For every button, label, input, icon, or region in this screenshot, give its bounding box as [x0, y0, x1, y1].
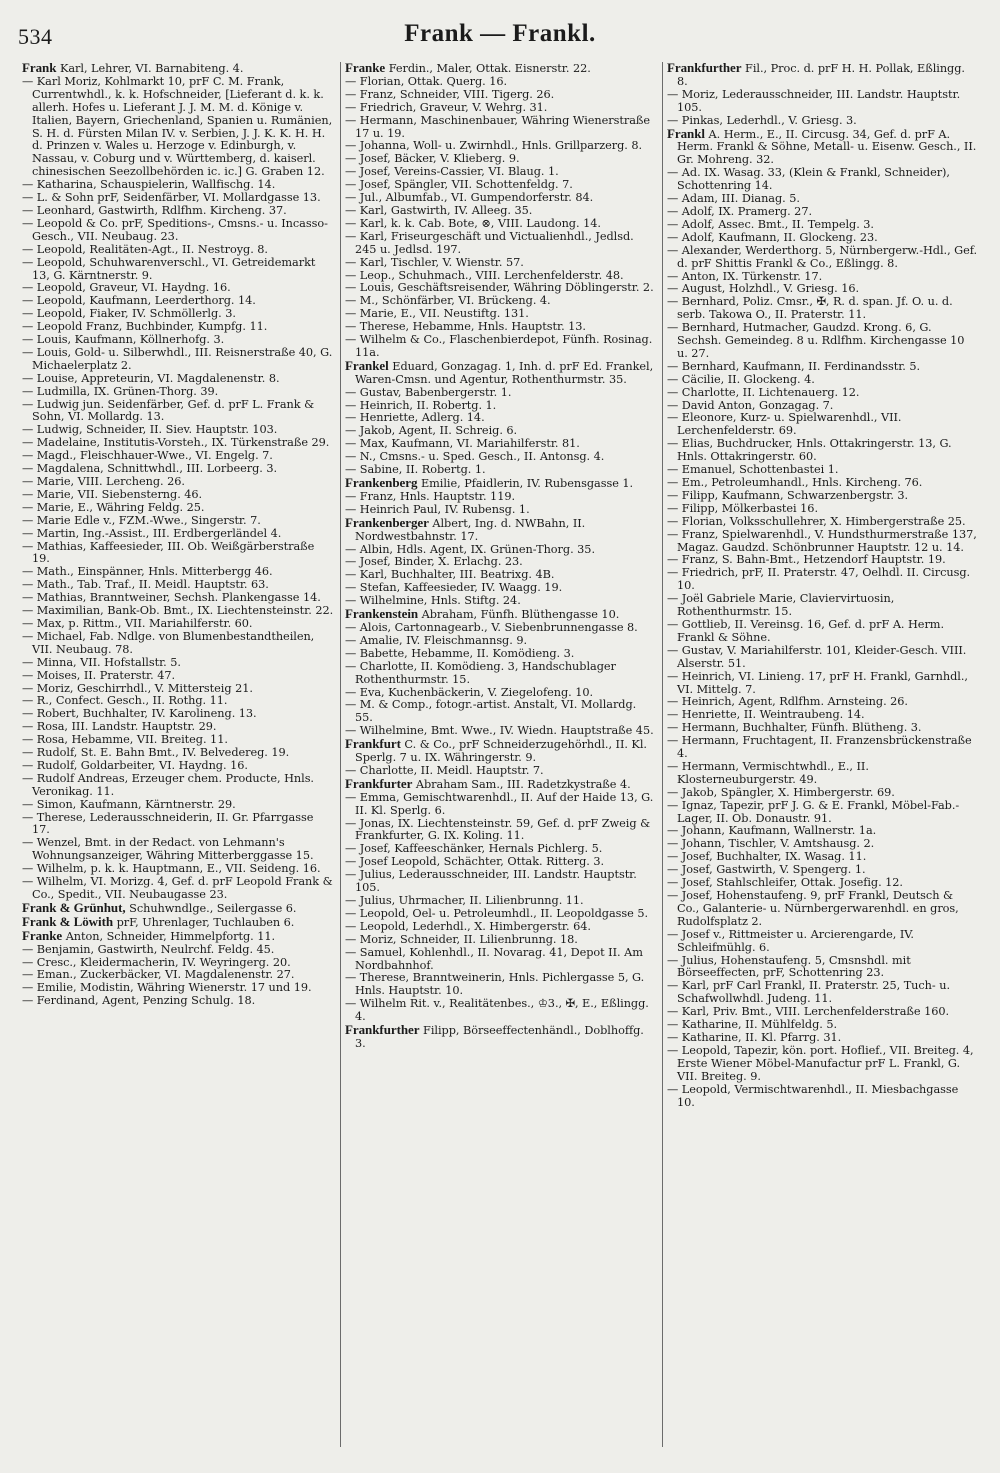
directory-entry: [667, 245, 978, 271]
entry-text: — Jakob, Agent, II. Schreig. 6.: [345, 424, 518, 438]
entry-text: — Leopold, Graveur, VI. Haydng. 16.: [22, 281, 231, 295]
entry-text: — Anton, IX. Türkenstr. 17.: [667, 269, 823, 283]
directory-entry: [22, 541, 334, 567]
entry-headword: Frankfurter: [345, 775, 413, 791]
entry-text: — Henriette, Adlerg. 14.: [345, 411, 485, 425]
directory-entry: [22, 218, 334, 244]
entry-text: — Hermann, Vermischtwhdl., E., II. Klosterneuburgerstr. 49.: [667, 759, 869, 786]
directory-columns: [18, 62, 990, 1447]
entry-text: — Josef v., Rittmeister u. Arcierengarde, IV. Schleifmühlg. 6.: [667, 927, 914, 954]
entry-text: — Bernhard, Hutmacher, Gaudzd. Krong. 6, G. Sechsh. Gemeindeg. 8 u. Rdlfhm. Kirchengasse 10 u. 27.: [667, 321, 965, 360]
directory-entry: [667, 125, 978, 168]
entry-text: — Jakob, Spängler, X. Himbergerstr. 69.: [667, 785, 895, 799]
entry-text: — Florian, Ottak. Querg. 16.: [345, 74, 508, 88]
entry-text: — Wilhelm, VI. Morizg. 4, Gef. d. prF Leopold Frank & Co., Spedit., VII. Neubaugasse 23.: [22, 875, 333, 901]
directory-entry: [345, 775, 656, 792]
entry-text: — Hermann, Fruchtagent, II. Franzensbrückenstraße 4.: [667, 734, 972, 761]
entry-text: — Albin, Hdls. Agent, IX. Grünen-Thorg. 35.: [345, 542, 595, 556]
entry-text: — Josef, Spängler, VII. Schottenfeldg. 7.: [345, 178, 573, 192]
directory-entry: [667, 529, 978, 555]
directory-entry: [345, 1024, 656, 1051]
directory-entry: [667, 62, 978, 89]
directory-entry: [667, 115, 978, 128]
entry-text: — Marie, E., Währing Feldg. 25.: [22, 500, 205, 514]
directory-entry: [22, 876, 334, 902]
directory-entry: [345, 514, 656, 544]
entry-text: — Karl, Tischler, V. Wienstr. 57.: [345, 255, 524, 269]
directory-entry: [22, 257, 334, 283]
entry-text: — August, Holzhdl., V. Griesg. 16.: [667, 282, 860, 296]
entry-text: Anton, Schneider, Himmelpfortg. 11.: [62, 929, 276, 943]
entry-text: — Adolf, Assec. Bmt., II. Tempelg. 3.: [667, 217, 874, 231]
entry-text: — Josef Leopold, Schächter, Ottak. Ritterg. 3.: [345, 855, 605, 869]
entry-text: — Louise, Appreteurin, VI. Magdalenenstr. 8.: [22, 371, 280, 385]
entry-text: — Marie, VII. Siebensterng. 46.: [22, 487, 203, 501]
directory-entry: [667, 645, 978, 671]
entry-text: — Michael, Fab. Ndlge. von Blumenbestandtheilen, VII. Neubaug. 78.: [22, 629, 315, 656]
entry-text: — Hermann, Maschinenbauer, Währing Wienerstraße 17 u. 19.: [345, 113, 651, 140]
directory-entry: [667, 735, 978, 761]
entry-text: — N., Cmsns.- u. Sped. Gesch., II. Antonsg. 4.: [345, 450, 605, 464]
entry-text: — Leopold, Oel- u. Petroleumhdl., II. Leopoldgasse 5.: [345, 906, 649, 920]
entry-text: — Ludwig jun. Seidenfärber, Gef. d. prF L. Frank & Sohn, VI. Mollardg. 13.: [22, 397, 315, 424]
directory-entry: [667, 567, 978, 593]
entry-text: — Friedrich, Graveur, V. Wehrg. 31.: [345, 100, 548, 114]
entry-text: — Rosa, Hebamme, VII. Breiteg. 11.: [22, 733, 228, 747]
entry-text: — Katharine, II. Kl. Pfarrg. 31.: [667, 1030, 842, 1044]
directory-entry: [345, 818, 656, 844]
entry-text: — Ludwig, Schneider, II. Siev. Hauptstr. 103.: [22, 423, 278, 437]
entry-headword: Franke: [22, 927, 63, 943]
entry-text: — Johanna, Woll- u. Zwirnhdl., Hnls. Grillparzerg. 8.: [345, 139, 643, 153]
directory-entry: [345, 477, 656, 491]
entry-text: C. & Co., prF Schneiderzugehörhdl., II. Kl. Sperlg. 7 u. IX. Währingerstr. 9.: [355, 738, 647, 765]
entry-text: — Charlotte, II. Meidl. Hauptstr. 7.: [345, 763, 544, 777]
entry-text: — Karl, Buchhalter, III. Beatrixg. 4B.: [345, 568, 555, 582]
entry-text: — David Anton, Gonzagag. 7.: [667, 398, 834, 412]
entry-text: — Therese, Branntweinerin, Hnls. Pichlergasse 5, G. Hnls. Hauptstr. 10.: [345, 971, 645, 998]
directory-entry: [345, 792, 656, 818]
entry-text: — Karl, prF Carl Frankl, II. Praterstr. 25, Tuch- u. Schafwollwhdl. Judeng. 11.: [667, 979, 950, 1006]
entry-text: — Leopold & Co. prF, Speditions-, Cmsns.- u. Incasso-Gesch., VII. Neubaug. 23.: [22, 216, 328, 243]
entry-text: — Louis, Kaufmann, Köllnerhofg. 3.: [22, 333, 225, 347]
entry-text: — Leopold, Fiaker, IV. Schmöllerlg. 3.: [22, 307, 236, 321]
entry-text: — Gottlieb, II. Vereinsg. 16, Gef. d. prF A. Herm. Frankl & Söhne.: [667, 617, 944, 644]
entry-text: — Josef, Buchhalter, IX. Wasag. 11.: [667, 850, 867, 864]
entry-headword: Frank & Löwith: [22, 913, 114, 929]
entry-text: — Therese, Hebamme, Hnls. Hauptstr. 13.: [345, 320, 586, 334]
entry-text: — Julius, Lederausschneider, III. Landstr. Hauptstr. 105.: [345, 868, 637, 895]
entry-text: — Josef, Gastwirth, V. Spengerg. 1.: [667, 863, 866, 877]
entry-text: — Alexander, Werderthorg. 5, Nürnbergerw.-Hdl., Gef. d. prF Shittis Frankl & Co., Eßlingg. 8.: [667, 243, 978, 270]
entry-text: — Stefan, Kaffeesieder, IV. Waagg. 19.: [345, 581, 563, 595]
entry-text: — Cresc., Kleidermacherin, IV. Weyringerg. 20.: [22, 955, 291, 969]
entry-text: — Samuel, Kohlenhdl., II. Novarag. 41, Depot II. Am Nordbahnhof.: [345, 945, 643, 972]
entry-text: — Louis, Gold- u. Silberwhdl., III. Reisnerstraße 40, G. Michaelerplatz 2.: [22, 345, 333, 372]
entry-text: — Heinrich, Agent, Rdlfhm. Arnsteing. 26.: [667, 695, 908, 709]
entry-text: — Moriz, Geschirrhdl., V. Mittersteig 21.: [22, 681, 253, 695]
entry-text: — Rudolf, St. E. Bahn Bmt., IV. Belvedereg. 19.: [22, 746, 290, 760]
entry-text: — Karl, Gastwirth, IV. Alleeg. 35.: [345, 203, 533, 217]
entry-text: — Filipp, Mölkerbastei 16.: [667, 501, 818, 515]
entry-text: — Leopold Franz, Buchbinder, Kumpfg. 11.: [22, 320, 268, 334]
entry-text: — Karl, Priv. Bmt., VIII. Lerchenfelderstraße 160.: [667, 1005, 950, 1019]
entry-text: — Wilhelm, p. k. k. Hauptmann, E., VII. Seideng. 16.: [22, 862, 321, 876]
directory-entry: [667, 619, 978, 645]
directory-entry: [22, 812, 334, 838]
directory-entry: [667, 412, 978, 438]
entry-text: — Adolf, Kaufmann, II. Glockeng. 23.: [667, 230, 878, 244]
entry-text: — Magd., Fleischhauer-Wwe., VI. Engelg. 7.: [22, 449, 273, 463]
directory-entry: [22, 76, 334, 179]
entry-text: — Emma, Gemischtwarenhdl., II. Auf der Haide 13, G. II. Kl. Sperlg. 6.: [345, 790, 654, 817]
entry-text: — Katharine, II. Mühlfeldg. 5.: [667, 1018, 838, 1032]
entry-text: — Karl, Friseurgeschäft und Victualienhdl., Jedlsd. 245 u. Jedlsd. 197.: [345, 229, 634, 256]
entry-text: — Josef, Stahlschleifer, Ottak. Josefig. 12.: [667, 876, 903, 890]
entry-text: — Eleonore, Kurz- u. Spielwarenhdl., VII. Lerchenfelderstr. 69.: [667, 411, 902, 438]
entry-text: — Henriette, II. Weintraubeng. 14.: [667, 708, 865, 722]
directory-entry: [667, 671, 978, 697]
directory-entry: [667, 438, 978, 464]
directory-entry: [345, 738, 656, 765]
entry-headword: Frankfurther: [345, 1022, 420, 1038]
entry-text: — Leopold, Tapezir, kön. port. Hoflief., VII. Breiteg. 4, Erste Wiener Möbel-Manufactur prF L. Frankl, G. VII. Breiteg. 9.: [667, 1043, 974, 1083]
entry-text: Emilie, Pfaidlerin, IV. Rubensgasse 1.: [417, 477, 634, 490]
entry-text: — Babette, Hebamme, II. Komödieng. 3.: [345, 646, 575, 660]
entry-text: — Josef, Bäcker, V. Klieberg. 9.: [345, 152, 520, 166]
entry-text: — Marie, VIII. Lercheng. 26.: [22, 475, 185, 488]
entry-headword: Frank: [22, 62, 57, 75]
entry-text: — Amalie, IV. Fleischmannsg. 9.: [345, 633, 528, 647]
entry-headword: Frankfurt: [345, 736, 401, 752]
entry-text: — Ignaz, Tapezir, prF J. G. & E. Frankl, Möbel-Fab.-Lager, II. Ob. Donaustr. 91.: [667, 798, 960, 825]
entry-text: — Johann, Kaufmann, Wallnerstr. 1a.: [667, 824, 877, 838]
entry-text: — Josef, Binder, X. Erlachg. 23.: [345, 555, 523, 569]
entry-text: — Marie, E., VII. Neustiftg. 131.: [345, 307, 529, 321]
entry-text: — Louis, Geschäftsreisender, Währing Döblingerstr. 2.: [345, 281, 654, 295]
entry-text: — Emilie, Modistin, Währing Wienerstr. 17 und 19.: [22, 981, 312, 995]
entry-text: — Julius, Uhrmacher, II. Lilienbrunng. 11.: [345, 894, 584, 907]
entry-text: — Leonhard, Gastwirth, Rdlfhm. Kircheng. 37.: [22, 203, 287, 217]
entry-text: — Pinkas, Lederhdl., V. Griesg. 3.: [667, 113, 857, 127]
running-head: Frank — Frankl.: [404, 20, 596, 47]
directory-entry: [667, 980, 978, 1006]
entry-text: — Karl, k. k. Cab. Bote, ⊗, VIII. Laudong. 14.: [345, 216, 601, 230]
entry-text: — Ludmilla, IX. Grünen-Thorg. 39.: [22, 384, 219, 398]
directory-entry: [345, 334, 656, 360]
entry-text: — Adam, III. Dianag. 5.: [667, 192, 800, 206]
entry-text: — Em., Petroleumhandl., Hnls. Kircheng. 76.: [667, 476, 923, 489]
entry-text: — Leopold, Realitäten-Agt., II. Nestroyg. 8.: [22, 242, 268, 256]
entry-text: Albert, Ing. d. NWBahn, II. Nordwestbahnstr. 17.: [355, 516, 586, 543]
entry-text: — Eva, Kuchenbäckerin, V. Ziegelofeng. 10.: [345, 685, 594, 699]
entry-text: Ferdin., Maler, Ottak. Eisnerstr. 22.: [385, 62, 591, 75]
entry-text: — Wilhelmine, Hnls. Stiftg. 24.: [345, 594, 521, 608]
directory-entry: [22, 927, 334, 944]
entry-text: — Josef, Hohenstaufeng. 9, prF Frankl, Deutsch & Co., Galanterie- u. Nürnbergerwarenhdl. en gros, Rudolfsplatz 2.: [667, 889, 959, 928]
entry-text: — Gustav, Babenbergerstr. 1.: [345, 385, 512, 399]
entry-text: — Elias, Buchdrucker, Hnls. Ottakringerstr. 13, G. Hnls. Ottakringerstr. 60.: [667, 437, 952, 464]
entry-text: Eduard, Gonzagag. 1, Inh. d. prF Ed. Frankel, Waren-Cmsn. und Agentur, Rothenthurmstr. 35.: [355, 359, 654, 386]
entry-text: — Eman., Zuckerbäcker, VI. Magdalenenstr. 27.: [22, 968, 295, 982]
entry-text: — Karl Moriz, Kohlmarkt 10, prF C. M. Frank, Currentwhdl., k. k. Hofschneider, [Lieferant d. k. k. allerh. Hofes u. Lieferant J. J. M. M. d. Könige v. Italien, Bayern, Griechenland, Spanien u. Rumänien, S. H. d. Fürsten Milan IV. v. Serbien, J. J. K. K. H. H. d. Prinzen v. Wales u. Herzoge v. Edinburgh, v. Nassau, v. Coburg und v. Württemberg, d. kaiserl. chinesischen Seezollbehörden ic. ic.] G. Graben 12.: [22, 74, 333, 179]
column-3: [662, 62, 984, 1447]
directory-entry: [667, 929, 978, 955]
entry-text: prF, Uhrenlager, Tuchlauben 6.: [113, 915, 295, 929]
entry-text: — Leop., Schuhmach., VIII. Lerchenfelderstr. 48.: [345, 268, 624, 282]
directory-entry: [667, 800, 978, 826]
entry-text: — Filipp, Kaufmann, Schwarzenbergstr. 3.: [667, 488, 909, 502]
entry-text: — Max, p. Rittm., VII. Mariahilferstr. 60.: [22, 616, 253, 630]
entry-text: — M., Schönfärber, VI. Brückeng. 4.: [345, 294, 551, 308]
entry-headword: Franke: [345, 62, 386, 75]
entry-text: — Josef, Vereins-Cassier, VI. Blaug. 1.: [345, 165, 559, 179]
entry-headword: Frankl: [667, 125, 705, 141]
directory-entry: [345, 661, 656, 687]
directory-entry: [22, 62, 334, 76]
entry-text: — R., Confect. Gesch., II. Rothg. 11.: [22, 694, 228, 708]
directory-entry: [22, 913, 334, 930]
entry-headword: Frankfurther: [667, 62, 742, 75]
entry-text: — Benjamin, Gastwirth, Neulrchf. Feldg. 45.: [22, 942, 275, 956]
entry-text: — Max, Kaufmann, VI. Mariahilferstr. 81.: [345, 437, 580, 451]
entry-text: — Leopold, Schuhwarenverschl., VI. Getreidemarkt 13, G. Kärntnerstr. 9.: [22, 255, 316, 282]
entry-text: — Robert, Buchhalter, IV. Karolineng. 13.: [22, 707, 257, 721]
entry-text: — Florian, Volksschullehrer, X. Himbergerstraße 25.: [667, 514, 966, 528]
entry-text: — Cäcilie, II. Glockeng. 4.: [667, 372, 815, 386]
directory-entry: [667, 296, 978, 322]
column-2: [340, 62, 662, 1447]
entry-text: Abraham, Fünfh. Blüthengasse 10.: [418, 608, 620, 622]
directory-entry: [667, 322, 978, 361]
entry-headword: Frankenberger: [345, 514, 429, 530]
entry-text: — Josef, Kaffeeschänker, Hernals Pichlerg. 5.: [345, 842, 603, 856]
directory-entry: [667, 890, 978, 929]
entry-text: — Wilhelm & Co., Flaschenbierdepot, Fünfh. Rosinag. 11a.: [345, 333, 653, 359]
entry-text: — Mathias, Kaffeesieder, III. Ob. Weißgärberstraße 19.: [22, 539, 315, 566]
entry-headword: Frank & Grünhut,: [22, 899, 126, 915]
entry-text: — Alois, Cartonnagearb., V. Siebenbrunnengasse 8.: [345, 620, 638, 634]
entry-text: — Charlotte, II. Lichtenauerg. 12.: [667, 385, 860, 399]
entry-text: — Julius, Hohenstaufeng. 5, Cmsnshdl. mit Börseeffecten, prF, Schottenring 23.: [667, 953, 911, 980]
entry-text: — Martin, Ing.-Assist., III. Erdbergerländel 4.: [22, 526, 282, 540]
entry-text: — Jonas, IX. Liechtensteinstr. 59, Gef. d. prF Zweig & Frankfurter, G. IX. Koling. 11.: [345, 816, 651, 843]
directory-entry: [345, 357, 656, 387]
entry-text: — Emanuel, Schottenbastei 1.: [667, 463, 839, 477]
entry-text: Schuhwndlge., Seilergasse 6.: [125, 901, 297, 915]
entry-text: — Wenzel, Bmt. in der Redact. von Lehmann's Wohnungsanzeiger, Währing Mitterberggasse 15.: [22, 836, 314, 863]
directory-entry: [22, 837, 334, 863]
directory-entry: [345, 62, 656, 76]
entry-text: — Ferdinand, Agent, Penzing Schulg. 18.: [22, 994, 256, 1008]
entry-headword: Frankel: [345, 357, 389, 373]
directory-entry: [667, 1084, 978, 1110]
entry-text: — Moriz, Lederausschneider, III. Landstr. Hauptstr. 105.: [667, 87, 961, 114]
entry-text: Filipp, Börseeffectenhändl., Doblhoffg. 3.: [355, 1024, 644, 1050]
entry-text: — Rosa, III. Landstr. Hauptstr. 29.: [22, 720, 217, 734]
entry-text: — Leopold, Vermischtwarenhdl., II. Miesbachgasse 10.: [667, 1082, 959, 1109]
entry-text: — M. & Comp., fotogr.-artist. Anstalt, VI. Mollardg. 55.: [345, 698, 637, 725]
entry-text: — L. & Sohn prF, Seidenfärber, VI. Mollardgasse 13.: [22, 191, 321, 205]
entry-headword: Frankenstein: [345, 606, 419, 622]
directory-entry: [667, 593, 978, 619]
directory-entry: [667, 167, 978, 193]
entry-text: — Hermann, Buchhalter, Fünfh. Blütheng. 3.: [667, 721, 922, 735]
entry-text: — Math., Tab. Traf., II. Meidl. Hauptstr. 63.: [22, 578, 269, 592]
directory-entry: [345, 947, 656, 973]
entry-text: — Bernhard, Poliz. Cmsr., ✠, R. d. span. Jf. O. u. d. serb. Takowa O., II. Praterstr. 11.: [667, 295, 953, 322]
entry-text: — Friedrich, prF, II. Praterstr. 47, Oelhdl. II. Circusg. 10.: [667, 566, 971, 593]
entry-text: — Simon, Kaufmann, Kärntnerstr. 29.: [22, 797, 236, 811]
entry-text: — Franz, Hnls. Hauptstr. 119.: [345, 489, 516, 503]
entry-text: — Minna, VII. Hofstallstr. 5.: [22, 655, 181, 669]
directory-entry: [667, 89, 978, 115]
directory-entry: [22, 631, 334, 657]
directory-entry: [667, 955, 978, 981]
directory-entry: [22, 773, 334, 799]
directory-entry: [345, 115, 656, 141]
entry-text: — Marie Edle v., FZM.-Wwe., Singerstr. 7.: [22, 513, 261, 527]
directory-entry: [345, 972, 656, 998]
entry-text: — Wilhelm Rit. v., Realitätenbes., ♔3., ✠, E., Eßlingg. 4.: [345, 997, 649, 1024]
entry-text: — Rudolf, Goldarbeiter, VI. Haydng. 16.: [22, 758, 248, 772]
entry-text: — Therese, Lederausschneiderin, II. Gr. Pfarrgasse 17.: [22, 810, 314, 837]
entry-text: — Heinrich Paul, IV. Rubensg. 1.: [345, 502, 530, 516]
directory-entry: [22, 347, 334, 373]
directory-entry: [345, 231, 656, 257]
entry-text: Fil., Proc. d. prF H. H. Pollak, Eßlingg. 8.: [677, 62, 965, 88]
column-1: [18, 62, 340, 1447]
directory-entry: [345, 998, 656, 1024]
entry-text: Abraham Sam., III. Radetzkystraße 4.: [412, 777, 631, 791]
entry-text: — Madelaine, Institutis-Vorsteh., IX. Türkenstraße 29.: [22, 436, 330, 450]
entry-text: — Moises, II. Praterstr. 47.: [22, 668, 176, 682]
directory-entry: [345, 699, 656, 725]
entry-text: — Franz, S. Bahn-Bmt., Hetzendorf Hauptstr. 19.: [667, 553, 946, 567]
entry-text: — Magdalena, Schnittwhdl., III. Lorbeerg. 3.: [22, 462, 278, 476]
entry-text: — Gustav, V. Mariahilferstr. 101, Kleider-Gesch. VIII. Alserstr. 51.: [667, 643, 967, 670]
entry-text: — Leopold, Kaufmann, Leerderthorg. 14.: [22, 294, 256, 308]
entry-text: — Heinrich, II. Robertg. 1.: [345, 398, 497, 412]
entry-text: — Leopold, Lederhdl., X. Himbergerstr. 64.: [345, 919, 591, 933]
entry-text: A. Herm., E., II. Circusg. 34, Gef. d. prF A. Herm. Frankl & Söhne, Metall- u. Eisenw. Gesch., II. Gr. Mohreng. 32.: [677, 127, 977, 167]
directory-entry: [667, 1045, 978, 1084]
entry-text: — Franz, Spielwarenhdl., V. Hundsthurmerstraße 137, Magaz. Gaudzd. Schönbrunner Hauptstr. 12 u. 14.: [667, 527, 977, 554]
directory-entry: [345, 608, 656, 622]
directory-entry: [22, 399, 334, 425]
entry-headword: Frankenberg: [345, 475, 418, 490]
entry-text: — Jul., Albumfab., VI. Gumpendorferstr. 84.: [345, 191, 594, 205]
directory-entry: [667, 761, 978, 787]
entry-text: Karl, Lehrer, VI. Barnabiteng. 4.: [56, 62, 244, 75]
directory-entry: [345, 869, 656, 895]
entry-text: — Mathias, Branntweiner, Sechsh. Plankengasse 14.: [22, 591, 321, 605]
entry-text: — Joël Gabriele Marie, Claviervirtuosin, Rothenthurmstr. 15.: [667, 592, 895, 619]
entry-text: — Adolf, IX. Pramerg. 27.: [667, 204, 813, 218]
entry-text: — Sabine, II. Robertg. 1.: [345, 463, 486, 477]
entry-text: — Maximilian, Bank-Ob. Bmt., IX. Liechtensteinstr. 22.: [22, 604, 334, 618]
entry-text: — Katharina, Schauspielerin, Wallfischg. 14.: [22, 178, 276, 192]
entry-text: — Rudolf Andreas, Erzeuger chem. Producte, Hnls. Veronikag. 11.: [22, 771, 314, 798]
entry-text: — Math., Einspänner, Hnls. Mitterbergg 46.: [22, 565, 273, 579]
entry-text: — Bernhard, Kaufmann, II. Ferdinandsstr. 5.: [667, 359, 921, 373]
entry-text: — Heinrich, VI. Linieng. 17, prF H. Frankl, Garnhdl., VI. Mittelg. 7.: [667, 669, 968, 696]
entry-text: — Charlotte, II. Komödieng. 3, Handschublager Rothenthurmstr. 15.: [345, 659, 616, 686]
entry-text: — Ad. IX. Wasag. 33, (Klein & Frankl, Schneider), Schottenring 14.: [667, 166, 950, 193]
entry-text: — Johann, Tischler, V. Amtshausg. 2.: [667, 837, 875, 851]
directory-entry: [22, 995, 334, 1008]
page-number: 534: [18, 24, 53, 49]
entry-text: — Wilhelmine, Bmt. Wwe., IV. Wiedn. Hauptstraße 45.: [345, 724, 654, 738]
entry-text: — Franz, Schneider, VIII. Tigerg. 26.: [345, 87, 555, 101]
entry-text: — Moriz, Schneider, II. Lilienbrunng. 18.: [345, 932, 578, 946]
